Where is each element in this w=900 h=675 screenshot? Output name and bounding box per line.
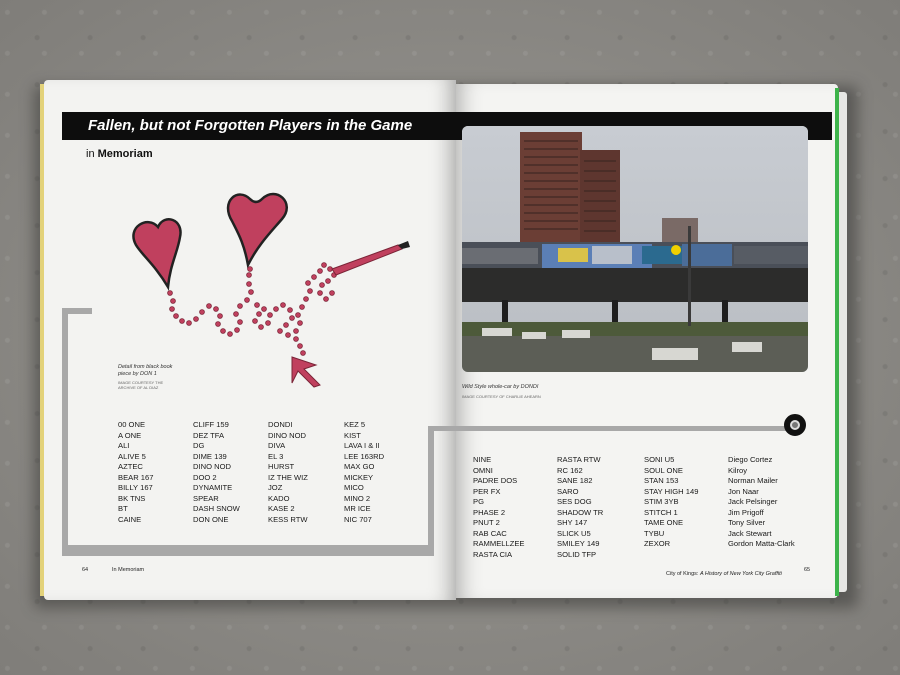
name-column-3 [268,420,308,525]
frame-line-bottom [68,545,434,551]
name-entry: SANE 182 [557,476,593,485]
spread-title: Fallen, but not Forgotten Players in the Game [88,117,413,134]
right-page-number: 65 [804,567,811,573]
name-entry: DOO 2 [193,472,217,482]
right-image-caption [462,384,541,399]
name-entry: OMNI [473,465,493,475]
name-entry: MR ICE [344,504,371,513]
heart-left [133,219,180,287]
name-entry: Diego Cortez [728,455,773,464]
book-subtitle: A History of New York City Graffiti [699,571,782,577]
name-entry: PNUT 2 [473,518,500,527]
name-entry: NIC 707 [344,514,372,524]
name-entry: LEE 163RD [344,451,385,461]
name-entry: HURST [268,462,295,471]
name-entry: DIVA [268,441,286,450]
section-subtitle [86,148,153,160]
name-entry: KASE 2 [268,504,295,513]
name-entry: MICKEY [344,472,374,482]
name-entry: DONDI [268,420,293,429]
name-entry: STIM 3YB [644,497,679,506]
name-entry: STITCH 1 [644,507,678,517]
name-entry: Kilroy [728,465,747,475]
name-entry: 00 ONE [118,420,146,429]
heart-right [228,194,287,265]
name-entry: SPEAR [193,493,219,503]
name-entry: IZ THE WIZ [268,472,308,482]
name-column-2 [193,420,240,525]
name-entry: Tony Silver [728,518,766,527]
subway-car-photo [462,126,808,372]
subway-train [462,242,808,270]
name-column-8 [728,455,795,550]
name-entry: RASTA RTW [557,455,601,464]
name-entry: RAMMELLZEE [473,539,525,548]
name-entry: KADO [268,493,290,503]
name-entry: BT [118,504,128,513]
name-entry: Jim Prigoff [728,507,764,517]
name-entry: TYBU [644,528,665,538]
name-entry: DINO NOD [193,462,231,471]
name-entry: STAY HIGH 149 [644,486,699,496]
name-entry: EL 3 [268,451,284,461]
name-entry: BK TNS [118,493,146,503]
name-entry: AZTEC [118,462,143,471]
name-entry: SES DOG [557,497,592,506]
name-entry: LAVA I & II [344,441,380,450]
name-entry: Jack Pelsinger [728,497,778,506]
name-entry: MINO 2 [344,493,371,503]
name-entry: SOUL ONE [644,465,683,475]
name-entry: ALIVE 5 [118,451,146,461]
pencil-stroke [332,245,402,275]
left-page-number: 64 [82,567,89,573]
name-entry: DINO NOD [268,430,306,440]
left-caption-line2: piece by DON 1 [118,371,157,377]
name-entry: Gordon Matta-Clark [728,539,795,548]
frame-line-mid [428,426,786,431]
name-entry: PHASE 2 [473,507,506,517]
name-entry: STAN 153 [644,476,679,485]
subtitle-bold: Memoriam [97,148,153,160]
name-entry: SLICK U5 [557,528,591,538]
name-entry: Norman Mailer [728,476,778,485]
name-entry: ALI [118,441,130,450]
right-caption-credit: IMAGE COURTESY OF CHARLIE AHEARN [462,394,541,399]
name-entry: PG [473,497,484,506]
name-entry: DON ONE [193,514,229,524]
name-entry: Jon Naar [728,486,759,496]
right-running-title [666,571,782,577]
name-entry: JOZ [268,483,283,492]
elevated-track [462,268,808,302]
name-entry: A ONE [118,430,142,440]
name-column-7 [644,455,698,550]
name-entry: MAX GO [344,462,375,471]
name-entry: SHADOW TR [557,507,604,517]
name-entry: ZEXOR [644,539,671,548]
name-column-5 [473,455,524,560]
name-column-6 [557,455,603,560]
name-entry: NINE [473,455,492,464]
target-circle-icon [784,414,806,436]
frame-line-step [428,428,434,551]
name-entry: PER FX [473,486,501,496]
name-entry: CLIFF 159 [193,420,229,429]
name-entry: SOLID TFP [557,549,597,559]
name-column-1 [118,420,153,525]
name-entry: Jack Stewart [728,528,772,538]
name-entry: DYNAMITE [193,483,233,492]
page-edge-right [839,92,847,592]
right-caption-text: Wild Style whole-car by DONDI [462,384,539,390]
name-entry: CAINE [118,514,142,524]
name-entry: BILLY 167 [118,483,153,492]
name-entry: SHY 147 [557,518,588,527]
name-entry: MICO [344,483,364,492]
name-entry: KEZ 5 [344,420,366,429]
subtitle-prefix: in [86,148,95,160]
name-entry: SARO [557,486,579,496]
name-entry: DEZ TFA [193,430,225,440]
name-entry: SMILEY 149 [557,539,600,548]
name-entry: KESS RTW [268,514,308,524]
left-caption-line1: Detail from black book [118,364,173,370]
left-section-name: In Memoriam [112,567,145,573]
green-edge [835,88,839,596]
left-credit-line1: IMAGE COURTESY THE [118,380,164,385]
name-entry: DG [193,441,205,450]
name-entry: RC 162 [557,465,583,475]
name-entry: SONI U5 [644,455,675,464]
name-entry: TAME ONE [644,518,684,527]
name-entry: KIST [344,430,361,440]
name-entry: PADRE DOS [473,476,518,485]
book-title: City of Kings: [666,571,699,577]
left-credit-line2: ARCHIVE OF AL DIAZ [118,385,159,390]
name-column-4 [344,420,384,525]
name-entry: RASTA CIA [473,549,513,559]
name-entry: DIME 139 [193,451,227,461]
name-entry: RAB CAC [473,528,507,538]
name-entry: DASH SNOW [193,504,240,513]
name-entry: BEAR 167 [118,472,154,482]
